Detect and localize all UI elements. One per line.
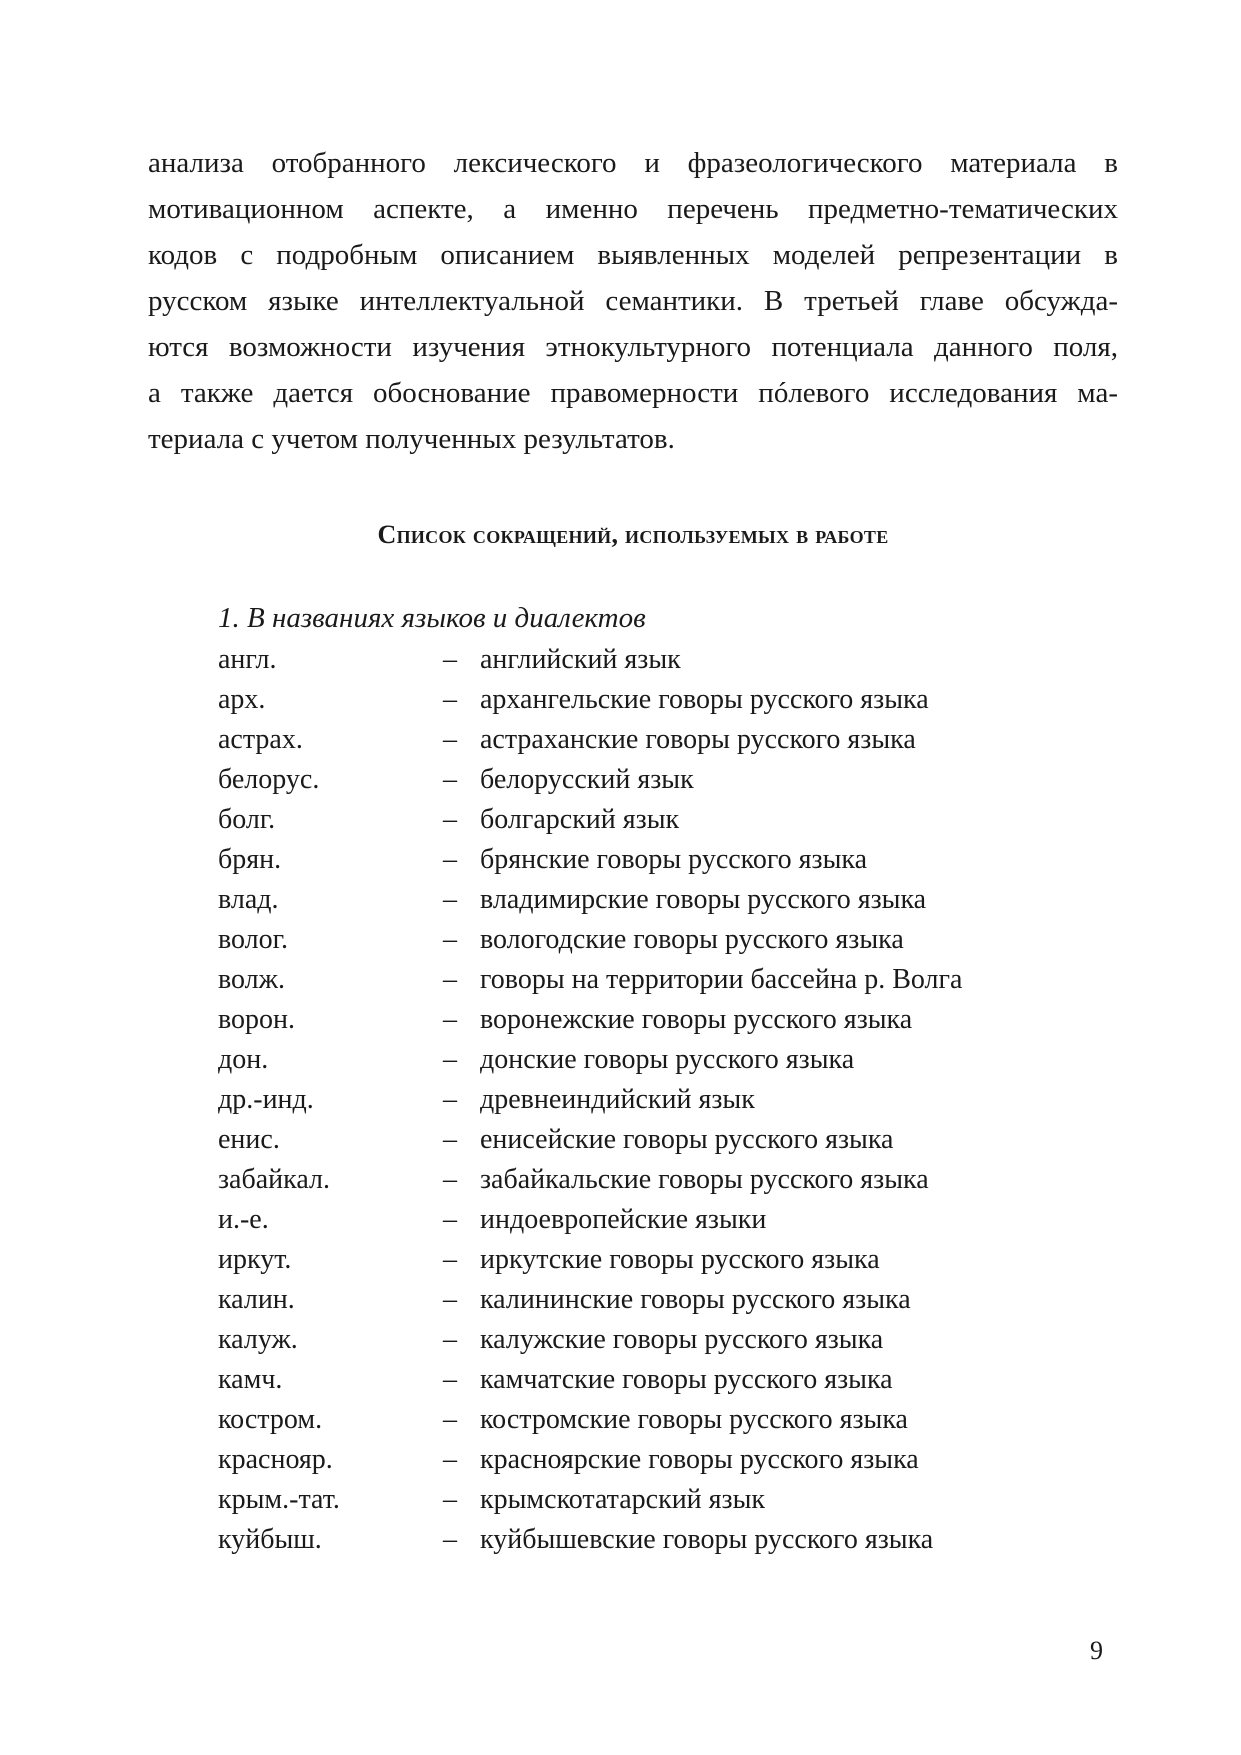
abbreviation-row bbox=[218, 1360, 1078, 1400]
abbreviation-term: забайкал. bbox=[218, 1164, 330, 1195]
abbreviation-term: иркут. bbox=[218, 1244, 292, 1275]
abbreviation-term: астрах. bbox=[218, 724, 303, 755]
dash-separator: – bbox=[443, 724, 457, 755]
dash-separator: – bbox=[443, 1164, 457, 1195]
abbreviation-row bbox=[218, 1000, 1078, 1040]
dash-separator: – bbox=[443, 1084, 457, 1115]
abbreviation-meaning: владимирские говоры русского языка bbox=[480, 884, 927, 915]
dash-separator: – bbox=[443, 844, 457, 875]
intro-line: мотивационном аспекте, а именно перечень предметно-тематических bbox=[148, 193, 1118, 225]
abbreviation-meaning: белорусский язык bbox=[480, 764, 694, 795]
abbreviation-row bbox=[218, 640, 1078, 680]
abbreviation-term: ворон. bbox=[218, 1004, 296, 1035]
dash-separator: – bbox=[443, 884, 457, 915]
dash-separator: – bbox=[443, 804, 457, 835]
abbreviation-row bbox=[218, 1160, 1078, 1200]
abbreviation-term: енис. bbox=[218, 1124, 280, 1155]
dash-separator: – bbox=[443, 964, 457, 995]
abbreviation-meaning: брянские говоры русского языка bbox=[480, 844, 867, 875]
abbreviation-meaning: иркутские говоры русского языка bbox=[480, 1244, 880, 1275]
abbreviation-term: волж. bbox=[218, 964, 285, 995]
section-heading: Список сокращений, используемых в работе bbox=[377, 520, 889, 549]
abbreviation-row bbox=[218, 720, 1078, 760]
intro-paragraph bbox=[148, 140, 1118, 462]
abbreviation-row bbox=[218, 1240, 1078, 1280]
abbreviation-meaning: камчатские говоры русского языка bbox=[480, 1364, 893, 1395]
abbreviation-row bbox=[218, 1320, 1078, 1360]
dash-separator: – bbox=[443, 1004, 457, 1035]
dash-separator: – bbox=[443, 1404, 457, 1435]
abbreviation-row bbox=[218, 1120, 1078, 1160]
abbreviation-term: дон. bbox=[218, 1044, 269, 1075]
abbreviation-meaning: крымскотатарский язык bbox=[480, 1484, 766, 1515]
abbreviation-meaning: говоры на территории бассейна р. Волга bbox=[480, 964, 963, 995]
intro-line: ются возможности изучения этнокультурного потенциала данного поля, bbox=[148, 331, 1118, 363]
abbreviation-term: крым.-тат. bbox=[218, 1484, 340, 1515]
abbreviation-meaning: калининские говоры русского языка bbox=[480, 1284, 911, 1315]
abbreviation-term: англ. bbox=[218, 644, 277, 675]
abbreviation-meaning: астраханские говоры русского языка bbox=[480, 724, 916, 755]
abbreviation-term: калин. bbox=[218, 1284, 295, 1315]
dash-separator: – bbox=[443, 1364, 457, 1395]
abbreviation-list bbox=[218, 640, 1078, 1560]
abbreviation-row bbox=[218, 1480, 1078, 1520]
abbreviation-row bbox=[218, 840, 1078, 880]
abbreviation-term: калуж. bbox=[218, 1324, 298, 1355]
dash-separator: – bbox=[443, 1204, 457, 1235]
dash-separator: – bbox=[443, 1444, 457, 1475]
abbreviation-row bbox=[218, 760, 1078, 800]
abbreviation-term: белорус. bbox=[218, 764, 320, 795]
intro-line: анализа отобранного лексического и фразеологического материала в bbox=[148, 147, 1118, 179]
abbreviation-row bbox=[218, 1080, 1078, 1120]
dash-separator: – bbox=[443, 1324, 457, 1355]
abbreviation-term: краснояр. bbox=[218, 1444, 333, 1475]
abbreviation-row bbox=[218, 1280, 1078, 1320]
dash-separator: – bbox=[443, 924, 457, 955]
abbreviation-term: костром. bbox=[218, 1404, 323, 1435]
intro-line: териала с учетом полученных результатов. bbox=[148, 423, 675, 455]
abbreviation-meaning: красноярские говоры русского языка bbox=[480, 1444, 919, 1475]
abbreviation-meaning: калужские говоры русского языка bbox=[480, 1324, 884, 1355]
abbreviation-term: арх. bbox=[218, 684, 266, 715]
abbreviation-meaning: донские говоры русского языка bbox=[480, 1044, 855, 1075]
abbreviation-row bbox=[218, 1520, 1078, 1560]
abbreviation-meaning: енисейские говоры русского языка bbox=[480, 1124, 894, 1155]
dash-separator: – bbox=[443, 1124, 457, 1155]
intro-line: русском языке интеллектуальной семантики. В третьей главе обсужда- bbox=[148, 285, 1118, 317]
abbreviation-meaning: забайкальские говоры русского языка bbox=[480, 1164, 929, 1195]
abbreviation-meaning: древнеиндийский язык bbox=[480, 1084, 755, 1115]
abbreviation-term: и.-е. bbox=[218, 1204, 269, 1235]
dash-separator: – bbox=[443, 1284, 457, 1315]
abbreviation-row bbox=[218, 800, 1078, 840]
abbreviation-meaning: костромские говоры русского языка bbox=[480, 1404, 908, 1435]
abbreviation-row bbox=[218, 960, 1078, 1000]
abbreviation-meaning: индоевропейские языки bbox=[480, 1204, 767, 1235]
abbreviation-row bbox=[218, 1200, 1078, 1240]
dash-separator: – bbox=[443, 644, 457, 675]
abbreviation-term: куйбыш. bbox=[218, 1524, 322, 1555]
abbreviation-term: др.-инд. bbox=[218, 1084, 314, 1115]
intro-line: кодов с подробным описанием выявленных моделей репрезентации в bbox=[148, 239, 1118, 271]
abbreviation-term: влад. bbox=[218, 884, 279, 915]
abbreviation-term: камч. bbox=[218, 1364, 283, 1395]
abbreviation-row bbox=[218, 920, 1078, 960]
abbreviation-term: брян. bbox=[218, 844, 282, 875]
subsection-title: 1. В названиях языков и диалектов bbox=[218, 602, 646, 634]
abbreviation-meaning: архангельские говоры русского языка bbox=[480, 684, 929, 715]
abbreviation-meaning: воронежские говоры русского языка bbox=[480, 1004, 913, 1035]
dash-separator: – bbox=[443, 1044, 457, 1075]
abbreviation-row bbox=[218, 1440, 1078, 1480]
abbreviation-term: волог. bbox=[218, 924, 288, 955]
abbreviation-row bbox=[218, 1400, 1078, 1440]
dash-separator: – bbox=[443, 684, 457, 715]
dash-separator: – bbox=[443, 1524, 457, 1555]
abbreviation-term: болг. bbox=[218, 804, 276, 835]
abbreviation-row bbox=[218, 880, 1078, 920]
abbreviation-meaning: болгарский язык bbox=[480, 804, 680, 835]
abbreviation-meaning: английский язык bbox=[480, 644, 681, 675]
page-number: 9 bbox=[1090, 1636, 1103, 1665]
abbreviation-meaning: куйбышевские говоры русского языка bbox=[480, 1524, 934, 1555]
intro-line: а также дается обоснование правомерности пóлевого исследования ма- bbox=[148, 377, 1118, 409]
dash-separator: – bbox=[443, 1484, 457, 1515]
abbreviation-meaning: вологодские говоры русского языка bbox=[480, 924, 904, 955]
dash-separator: – bbox=[443, 764, 457, 795]
abbreviation-row bbox=[218, 680, 1078, 720]
dash-separator: – bbox=[443, 1244, 457, 1275]
abbreviation-row bbox=[218, 1040, 1078, 1080]
